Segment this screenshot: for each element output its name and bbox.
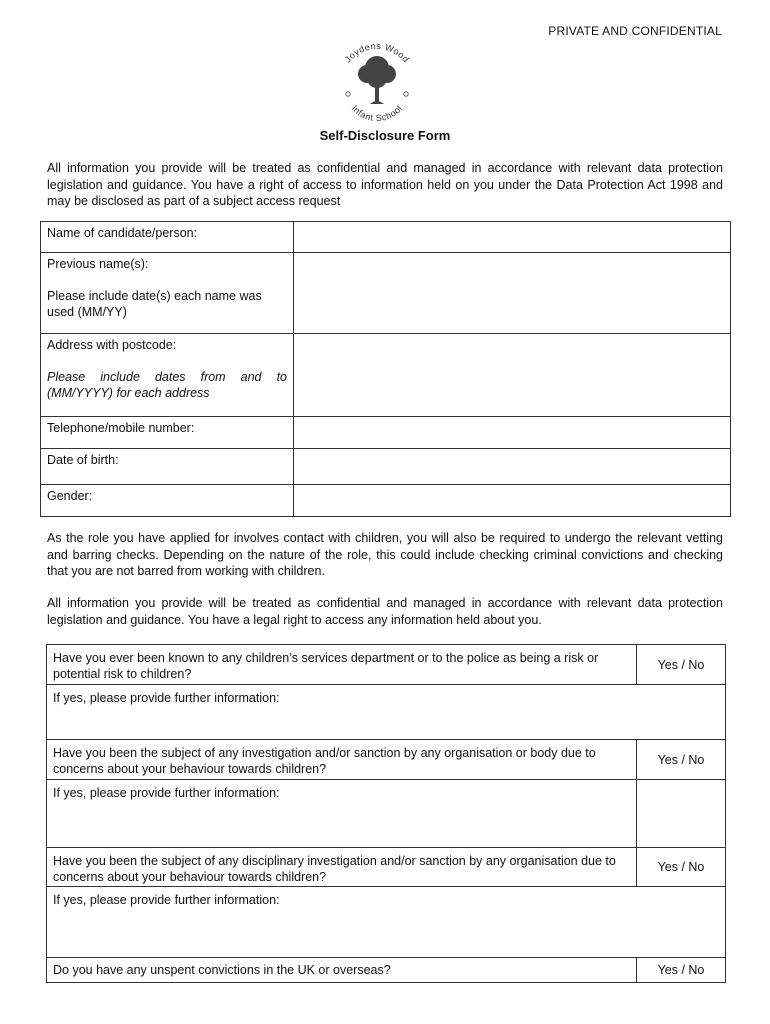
question-text: Do you have any unspent convictions in the UK or overseas?: [53, 963, 391, 977]
role-paragraph: As the role you have applied for involves contact with children, you will also be required to undergo the relevant vetting and barring checks. Depending on the nature of the role, this could include checking criminal convictions and checking that you are not barred from working with children.: [47, 531, 723, 578]
question-text: Have you been the subject of any investigation and/or sanction by any organisation or body due to concerns about your behaviour towards children?: [53, 746, 596, 776]
yes-no-answer-3[interactable]: Yes / No: [637, 848, 726, 887]
followup-2[interactable]: [47, 780, 637, 848]
question-2: [47, 740, 637, 780]
address-field[interactable]: [294, 334, 731, 417]
previous-names-label: Previous name(s):: [47, 257, 149, 271]
intro-paragraph: All information you provide will be treated as confidential and managed in accordance with relevant data protection legislation and guidance. You have a right of access to information held on you under the Data Protection Act 1998 and may be disclosed as part of a subject access request: [47, 161, 723, 208]
tree-icon: [358, 56, 396, 104]
gender-label: Gender:: [41, 485, 294, 517]
followup-3[interactable]: [47, 887, 726, 958]
question-1: [47, 645, 637, 685]
previous-names-field[interactable]: [294, 253, 731, 334]
question-4: [47, 958, 637, 983]
question-3: [47, 848, 637, 887]
followup-label: If yes, please provide further information:: [53, 786, 280, 800]
telephone-field[interactable]: [294, 417, 731, 449]
dob-label: Date of birth:: [41, 449, 294, 485]
yes-no-answer-4[interactable]: Yes / No: [637, 958, 726, 983]
form-title: Self-Disclosure Form: [319, 128, 451, 143]
address-label: Address with postcode:: [47, 338, 177, 352]
dob-field[interactable]: [294, 449, 731, 485]
gender-field[interactable]: [294, 485, 731, 517]
confidential-label: PRIVATE AND CONFIDENTIAL: [548, 24, 722, 38]
yes-no-answer-2[interactable]: Yes / No: [637, 740, 726, 780]
info-paragraph: All information you provide will be treated as confidential and managed in accordance with relevant data protection legislation and guidance. You have a legal right to access any information held about you.: [47, 596, 723, 627]
yes-no-answer-1[interactable]: Yes / No: [637, 645, 726, 685]
address-note: Please include dates from and to (MM/YYYY) for each address: [47, 370, 287, 400]
name-field[interactable]: [294, 222, 731, 253]
followup-2-side[interactable]: [637, 780, 726, 848]
followup-1[interactable]: [47, 685, 726, 740]
followup-label: If yes, please provide further information:: [53, 893, 280, 907]
personal-details-table: [40, 221, 731, 517]
followup-label: If yes, please provide further information:: [53, 691, 280, 705]
previous-names-note: Please include date(s) each name was used (MM/YY): [47, 289, 262, 319]
address-cell: [41, 334, 294, 417]
svg-text:Joydens Wood: Joydens Wood: [342, 40, 412, 65]
question-text: Have you ever been known to any children’s services department or to the police as being a risk or potential risk to children?: [53, 651, 599, 681]
previous-names-cell: [41, 253, 294, 334]
telephone-label: Telephone/mobile number:: [41, 417, 294, 449]
svg-text:Infant School: Infant School: [349, 103, 405, 124]
school-logo: [334, 38, 420, 124]
name-label: Name of candidate/person:: [41, 222, 294, 253]
questions-table: [46, 644, 726, 983]
question-text: Have you been the subject of any disciplinary investigation and/or sanction by any organisation due to concerns about your behaviour towards children?: [53, 854, 616, 884]
